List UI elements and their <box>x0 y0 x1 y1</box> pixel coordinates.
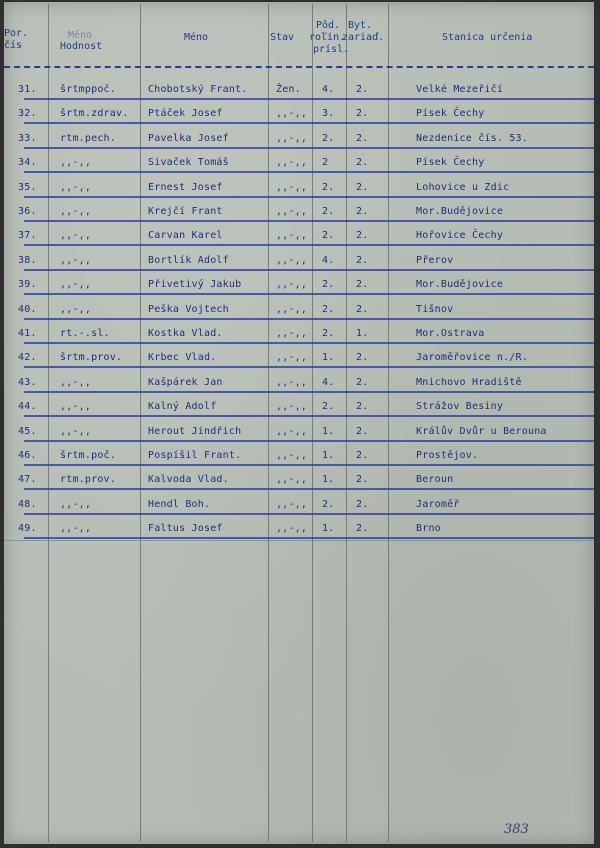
row-underline <box>24 98 594 100</box>
cell-meno: Pavelka Josef <box>148 132 229 144</box>
cell-stanica: Prostějov. <box>416 450 479 461</box>
cell-pod: 1. <box>322 523 335 535</box>
cell-stav: ,,-,, <box>276 132 308 144</box>
cell-pod: 2 <box>322 157 329 169</box>
cell-byt: 2. <box>356 474 369 486</box>
cell-byt: 2. <box>356 352 369 364</box>
cell-stav: ,,-,, <box>276 254 308 266</box>
cell-stav: ,,-,, <box>276 450 308 461</box>
cell-stav: ,,-,, <box>276 498 308 510</box>
cell-meno: Přivetivý Jakub <box>148 279 242 291</box>
cell-byt: 2. <box>356 108 369 120</box>
cell-por: 49. <box>18 523 37 535</box>
cell-stanica: Jaroměř <box>416 498 460 510</box>
cell-hodnost: šrtm.zdrav. <box>60 108 129 120</box>
cell-byt: 2. <box>356 132 369 144</box>
cell-hodnost: ,,-,, <box>60 230 92 242</box>
cell-stanica: Mor.Ostrava <box>416 328 485 339</box>
header-stanica: Stanica určenia <box>442 32 533 43</box>
cell-byt: 2. <box>356 401 369 413</box>
table-row <box>4 273 594 297</box>
cell-stav: ,,-,, <box>276 279 308 291</box>
cell-meno: Bortlík Adolf <box>148 254 229 266</box>
cell-meno: Faltus Josef <box>148 523 223 535</box>
cell-meno: Kostka Vlad. <box>148 328 223 339</box>
cell-stanica: Přerov <box>416 254 454 266</box>
cell-stav: ,,-,, <box>276 230 308 242</box>
table-row <box>4 517 594 541</box>
table-row <box>4 78 594 102</box>
cell-pod: 1. <box>322 352 335 364</box>
header-pod-line3: prísl. <box>313 44 350 55</box>
table-row <box>4 371 594 395</box>
row-underline <box>24 122 594 124</box>
cell-meno: Carvan Karel <box>148 230 223 242</box>
header-stav: Stav <box>270 32 295 43</box>
cell-byt: 2. <box>356 254 369 266</box>
cell-stanica: Brno <box>416 523 441 535</box>
row-underline <box>24 220 594 222</box>
cell-stav: ,,-,, <box>276 206 308 217</box>
cell-stanica: Velké Mezeřičí <box>416 84 504 95</box>
row-underline <box>24 196 594 198</box>
cell-pod: 2. <box>322 498 335 510</box>
cell-stanica: Hořovice Čechy <box>416 230 504 242</box>
cell-por: 48. <box>18 498 37 510</box>
table-row <box>4 322 594 346</box>
row-underline <box>24 269 594 271</box>
cell-byt: 1. <box>356 328 369 339</box>
cell-byt: 2. <box>356 157 369 169</box>
cell-meno: Kašpárek Jan <box>148 376 223 388</box>
cell-pod: 2. <box>322 303 335 315</box>
cell-por: 41. <box>18 328 37 339</box>
cell-stanica: Nezdenice čís. 53. <box>416 132 528 144</box>
cell-por: 42. <box>18 352 37 364</box>
cell-meno: Hendl Boh. <box>148 498 211 510</box>
cell-hodnost: ,,-,, <box>60 181 92 193</box>
cell-byt: 2. <box>356 206 369 217</box>
cell-meno: Kalvoda Vlad. <box>148 474 229 486</box>
cell-pod: 3. <box>322 108 335 120</box>
cell-byt: 2. <box>356 181 369 193</box>
header-byt-line1: Byt. <box>348 20 373 31</box>
cell-meno: Chobotský Frant. <box>148 84 248 95</box>
cell-hodnost: ,,-,, <box>60 254 92 266</box>
cell-meno: Ptáček Josef <box>148 108 223 120</box>
cell-pod: 2. <box>322 328 335 339</box>
cell-stav: ,,-,, <box>276 108 308 120</box>
cell-stanica: Písek Čechy <box>416 108 485 120</box>
cell-pod: 4. <box>322 376 335 388</box>
cell-byt: 2. <box>356 376 369 388</box>
cell-hodnost: ,,-,, <box>60 425 92 437</box>
cell-pod: 2. <box>322 206 335 217</box>
cell-hodnost: rt.-.sl. <box>60 328 110 339</box>
cell-byt: 2. <box>356 523 369 535</box>
table-row <box>4 395 594 419</box>
table-row <box>4 224 594 248</box>
cell-por: 37. <box>18 230 37 242</box>
row-underline <box>24 293 594 295</box>
cell-byt: 2. <box>356 230 369 242</box>
row-underline <box>24 415 594 417</box>
row-underline <box>24 464 594 466</box>
cell-hodnost: ,,-,, <box>60 206 92 217</box>
cell-stanica: Lohovice u Zdic <box>416 181 510 193</box>
cell-stav: Žen. <box>276 84 301 95</box>
cell-stav: ,,-,, <box>276 425 308 437</box>
cell-por: 32. <box>18 108 37 120</box>
cell-hodnost: šrtm.prov. <box>60 352 123 364</box>
cell-por: 38. <box>18 254 37 266</box>
row-underline <box>24 537 594 539</box>
table-row <box>4 200 594 224</box>
row-underline <box>24 513 594 515</box>
table-row <box>4 176 594 200</box>
cell-stav: ,,-,, <box>276 303 308 315</box>
cell-hodnost: ,,-,, <box>60 279 92 291</box>
cell-byt: 2. <box>356 279 369 291</box>
cell-por: 47. <box>18 474 37 486</box>
cell-stav: ,,-,, <box>276 352 308 364</box>
header-hodnost: Hodnost <box>60 41 103 52</box>
cell-stanica: Tišnov <box>416 303 454 315</box>
cell-stanica: Strážov Besiny <box>416 401 504 413</box>
table-row <box>4 151 594 175</box>
cell-por: 45. <box>18 425 37 437</box>
cell-meno: Ernest Josef <box>148 181 223 193</box>
cell-meno: Peška Vojtech <box>148 303 229 315</box>
row-underline <box>24 488 594 490</box>
row-underline <box>24 342 594 344</box>
header-cis: čís <box>4 40 23 51</box>
row-underline <box>24 244 594 246</box>
header-meno: Méno <box>184 32 209 43</box>
cell-por: 31. <box>18 84 37 95</box>
cell-hodnost: rtm.pech. <box>60 132 116 144</box>
cell-stanica: Beroun <box>416 474 454 486</box>
row-underline <box>24 318 594 320</box>
cell-byt: 2. <box>356 303 369 315</box>
cell-hodnost: ,,-,, <box>60 401 92 413</box>
cell-por: 44. <box>18 401 37 413</box>
table-row <box>4 493 594 517</box>
table-row <box>4 298 594 322</box>
cell-stanica: Mor.Budějovice <box>416 279 504 291</box>
cell-stav: ,,-,, <box>276 523 308 535</box>
cell-hodnost: ,,-,, <box>60 303 92 315</box>
cell-por: 40. <box>18 303 37 315</box>
cell-stav: ,,-,, <box>276 157 308 169</box>
cell-meno: Krbec Vlad. <box>148 352 217 364</box>
cell-stanica: Mor.Budějovice <box>416 206 504 217</box>
cell-stav: ,,-,, <box>276 181 308 193</box>
cell-meno: Kalný Adolf <box>148 401 217 413</box>
cell-byt: 2. <box>356 450 369 461</box>
cell-stanica: Mnichovo Hradiště <box>416 376 522 388</box>
cell-pod: 1. <box>322 425 335 437</box>
table-row <box>4 127 594 151</box>
cell-hodnost: šrtmppoč. <box>60 84 116 95</box>
header-byt-line2: zariaď. <box>342 32 385 43</box>
cell-por: 43. <box>18 376 37 388</box>
row-underline <box>24 440 594 442</box>
cell-por: 39. <box>18 279 37 291</box>
header-separator <box>4 66 594 68</box>
table-row <box>4 346 594 370</box>
cell-hodnost: ,,-,, <box>60 157 92 169</box>
cell-pod: 1. <box>322 474 335 486</box>
cell-meno: Herout Jindřich <box>148 425 242 437</box>
cell-stav: ,,-,, <box>276 474 308 486</box>
header-pod-line2: roľin. <box>309 32 346 43</box>
cell-pod: 4. <box>322 84 335 95</box>
cell-stanica: Jaroměřovice n./R. <box>416 352 528 364</box>
cell-hodnost: ,,-,, <box>60 523 92 535</box>
cell-byt: 2. <box>356 498 369 510</box>
cell-byt: 2. <box>356 425 369 437</box>
table-row <box>4 249 594 273</box>
cell-stanica: Králův Dvůr u Berouna <box>416 425 547 437</box>
cell-pod: 2. <box>322 230 335 242</box>
cell-stanica: Písek Čechy <box>416 157 485 169</box>
header-hodnost-top: Méno <box>68 30 93 41</box>
cell-byt: 2. <box>356 84 369 95</box>
row-underline <box>24 171 594 173</box>
cell-stav: ,,-,, <box>276 328 308 339</box>
table-row <box>4 102 594 126</box>
cell-meno: Pospíšil Frant. <box>148 450 242 461</box>
cell-meno: Sivaček Tomáš <box>148 157 229 169</box>
row-underline <box>24 147 594 149</box>
cell-pod: 2. <box>322 181 335 193</box>
cell-pod: 4. <box>322 254 335 266</box>
header-pod-line1: Pôd. <box>316 20 341 31</box>
row-underline <box>24 366 594 368</box>
header-por: Por. <box>4 28 29 39</box>
cell-por: 36. <box>18 206 37 217</box>
table-row <box>4 468 594 492</box>
cell-pod: 2. <box>322 132 335 144</box>
cell-meno: Krejčí Frant <box>148 206 223 217</box>
cell-pod: 2. <box>322 279 335 291</box>
cell-hodnost: rtm.prov. <box>60 474 116 486</box>
table-row <box>4 420 594 444</box>
cell-por: 34. <box>18 157 37 169</box>
cell-pod: 2. <box>322 401 335 413</box>
cell-por: 33. <box>18 132 37 144</box>
cell-hodnost: ,,-,, <box>60 376 92 388</box>
cell-stav: ,,-,, <box>276 376 308 388</box>
row-underline <box>24 391 594 393</box>
cell-pod: 1. <box>322 450 335 461</box>
cell-por: 35. <box>18 181 37 193</box>
cell-hodnost: šrtm.poč. <box>60 450 116 461</box>
table-bottom-rule <box>4 540 594 541</box>
cell-stav: ,,-,, <box>276 401 308 413</box>
page-number: 383 <box>504 822 529 837</box>
cell-por: 46. <box>18 450 37 461</box>
cell-hodnost: ,,-,, <box>60 498 92 510</box>
table-row <box>4 444 594 468</box>
document-sheet <box>4 2 594 844</box>
